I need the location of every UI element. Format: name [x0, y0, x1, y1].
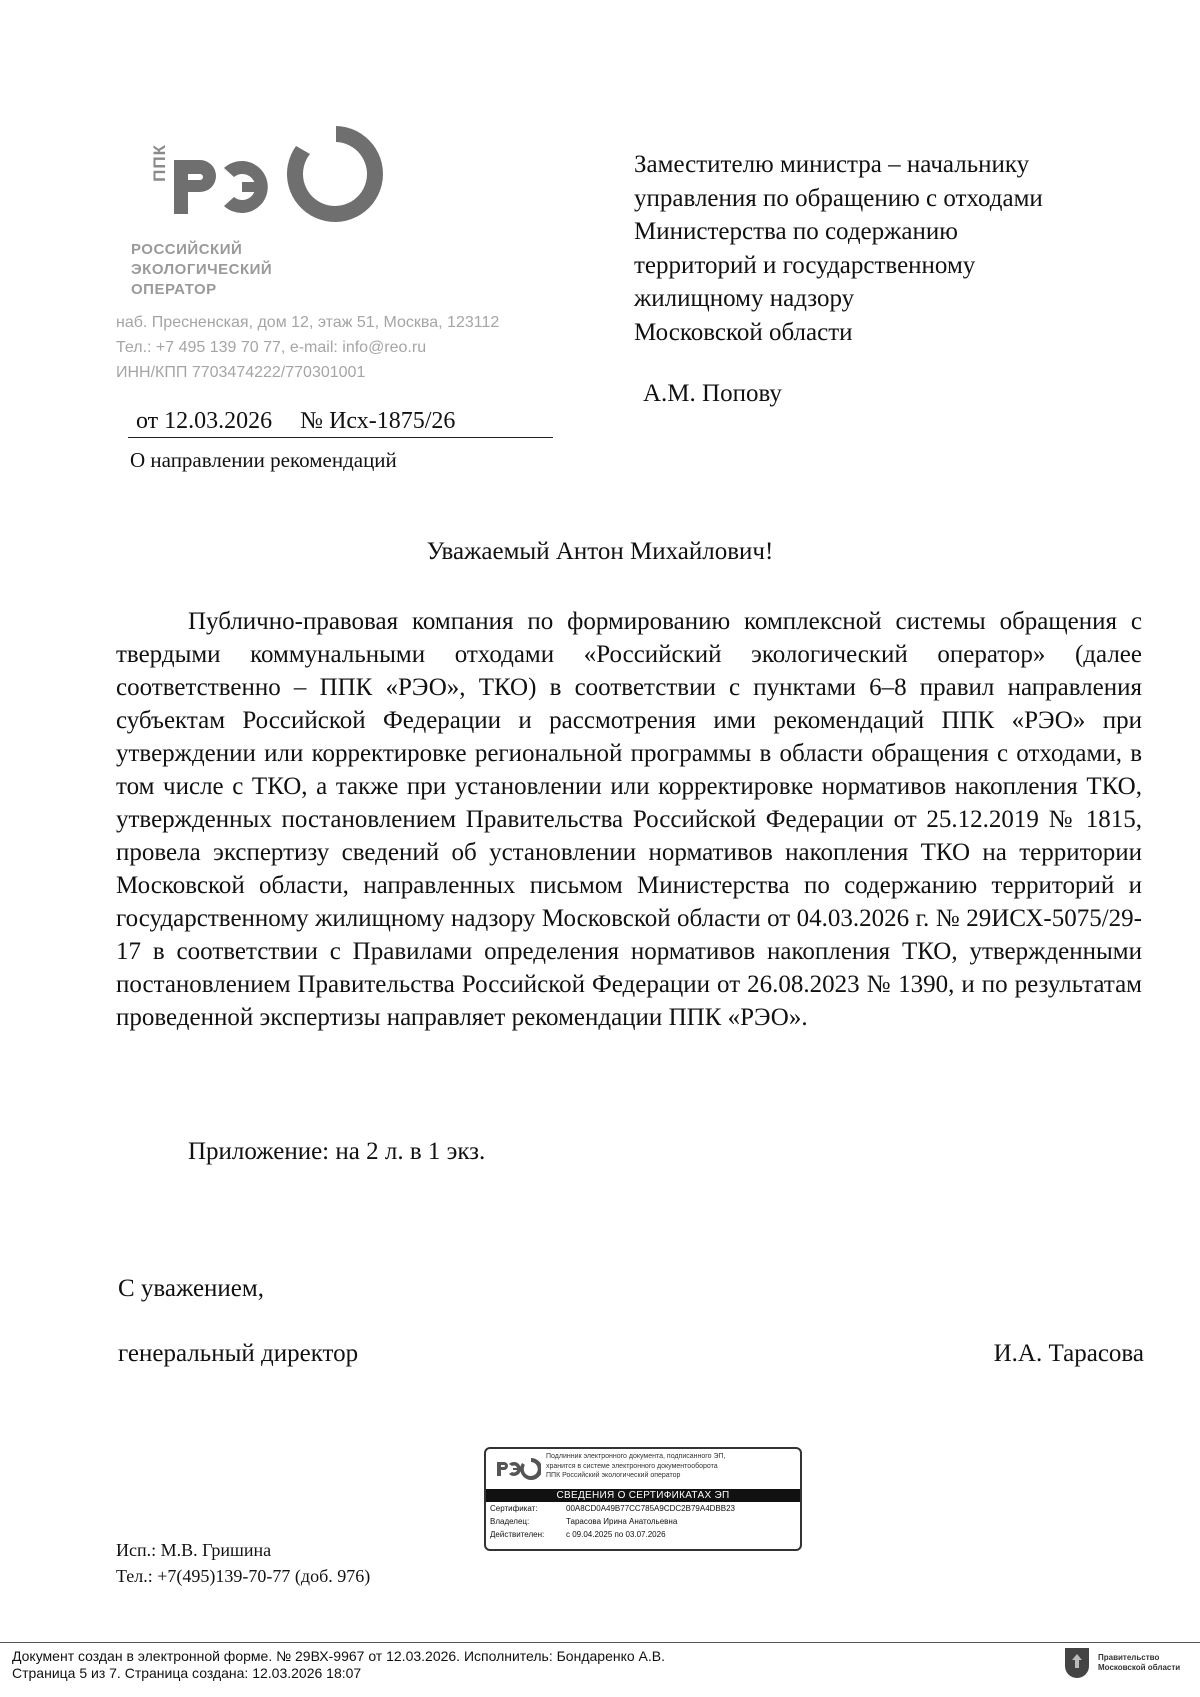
letter-body: Публично-правовая компания по формированию комплексной системы обращения с твердыми коммунальными отходами «Российский экологический оператор» (далее соответственно – ППК «РЭО», ТКО) в соответствии с пунктами 6–8 правил направления субъектам Российской Федерации и рассмотрения ими рекомендаций ППК «РЭО» при утверждении или корректировке региональной программы в области обращения с отходами, в том числе с ТКО, а также при установлении или корректировке нормативов накопления ТКО, утвержденных постановлением Правительства Российской Федерации от 25.12.2019 № 1815, провела экспертизу сведений об установлении нормативов накопления ТКО на территории Московской области, направленных письмом Министерства по содержанию территорий и государственному жилищному надзору Московской области от 04.03.2026 г. № 29ИСХ-5075/29-17 в соответствии с Правилами определения нормативов накопления ТКО, утвержденными постановлением Правительства Российской Федерации от 26.08.2023 № 1390, и по результатам проведенной экспертизы направляет рекомендации ППК «РЭО».	[116, 608, 1142, 1031]
stamp-certificate-row: Сертификат: 00A8CD0A49B77CC785A9CDC2B79A4DBB23	[490, 1504, 735, 1513]
org-address: наб. Пресненская, дом 12, этаж 51, Москва, 123112	[116, 314, 500, 331]
footer-gov-logo: Правительство Московской области	[1062, 1644, 1180, 1682]
org-contacts	[116, 310, 499, 385]
salutation: Уважаемый Антон Михайлович!	[426, 538, 774, 565]
footer-line-1: Документ создан в электронной форме. № 29ВХ-9967 от 12.03.2026. Исполнитель: Бондаренко А.В.	[12, 1648, 665, 1664]
footer-line-2: Страница 5 из 7. Страница создана: 12.03.2026 18:07	[12, 1665, 362, 1681]
footer-doc-info	[12, 1648, 665, 1682]
addressee-block: Заместителю министра – начальнику управления по обращению с отходами Министерства по содержанию территорий и государственному жилищному надзору Московской области	[634, 151, 1043, 346]
e-signature-stamp	[484, 1447, 802, 1551]
registration-number: № Исх-1875/26	[300, 408, 456, 434]
closing: С уважением,	[118, 1275, 264, 1302]
letter-subject: О направлении рекомендаций	[130, 448, 397, 472]
signer-name: И.А. Тарасова	[993, 1340, 1144, 1367]
executor-name: Исп.: М.В. Гришина	[116, 1540, 272, 1560]
reo-logo-icon	[150, 122, 390, 222]
logo-ppk-label: ППК	[150, 144, 169, 182]
stamp-note: Подлинник электронного документа, подписанного ЭП, хранится в системе электронного документооборота ППК Российский экологический оператор	[546, 1453, 726, 1479]
moscow-oblast-emblem-icon	[1062, 1644, 1092, 1682]
stamp-validity-row: Действителен: с 09.04.2025 по 03.07.2026	[490, 1530, 666, 1539]
stamp-owner-row: Владелец: Тарасова Ирина Анатольевна	[490, 1517, 678, 1526]
stamp-logo-icon	[486, 1449, 546, 1489]
org-name: РОССИЙСКИЙ ЭКОЛОГИЧЕСКИЙ ОПЕРАТОР	[131, 241, 273, 298]
signer-title: генеральный директор	[118, 1340, 359, 1367]
org-tax-ids: ИНН/КПП 7703474222/770301001	[116, 364, 366, 381]
executor-phone: Тел.: +7(495)139-70-77 (доб. 976)	[116, 1566, 371, 1586]
registration-line	[128, 408, 553, 438]
stamp-title: СВЕДЕНИЯ О СЕРТИФИКАТАХ ЭП	[486, 1489, 800, 1502]
addressee-name: А.М. Попову	[643, 380, 782, 407]
org-phone-email: Тел.: +7 495 139 70 77, e-mail: info@reo.ru	[116, 339, 427, 356]
executor-info	[116, 1537, 370, 1589]
footer-divider	[0, 1642, 1200, 1643]
registration-date: от 12.03.2026	[136, 408, 273, 434]
attachment-note: Приложение: на 2 л. в 1 экз.	[188, 1138, 486, 1165]
